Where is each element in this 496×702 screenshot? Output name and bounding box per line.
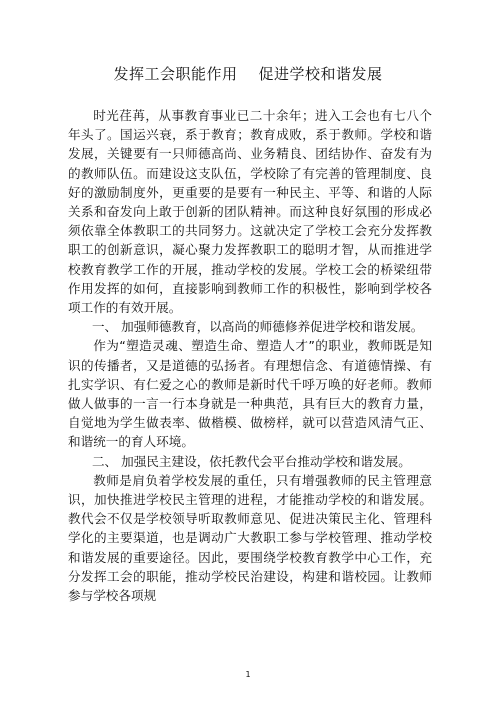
section-heading-2: 二、 加强民主建设，依托教代会平台推动学校和谐发展。 xyxy=(91,453,411,469)
section-2-paragraph: 教师是肩负着学校发展的重任，只有增强教师的民主管理意识，加快推进学校民主管理的进程，才能推动学校的和谐发展。教代会不仅是学校领导听取教师意见、促进决策民主化、管理科学化的主要渠道，也是调动广大教职工参与学校管理、推动学校和谐发展的重要途径。因此，要围绕学校教育教学中心工作，充分发挥工会的职能，推动学校民治建设，构建和谐校园。让教师参与学校各项规 xyxy=(68,472,432,604)
section-1-paragraph: 作为“塑造灵魂、塑造生命、塑造人才”的职业，教师既是知识的传播者，又是道德的弘扬者。有理想信念、有道德情操、有扎实学识、有仁爱之心的教师是新时代千呼万唤的好老师。教师做人做事的一言一行本身就是一种典范，具有巨大的教育力量，自觉地为学生做表率、做楷模、做榜样，就可以营造风清气正、和谐统一的育人环境。 xyxy=(68,338,432,450)
page-number: 1 xyxy=(245,670,251,679)
section-heading-1: 一、 加强师德教育，以高尚的师德修养促进学校和谐发展。 xyxy=(91,319,424,335)
intro-paragraph: 时光荏苒，从事教育事业已二十余年；进入工会也有七八个年头了。国运兴衰，系于教育；教育成败，系于教师。学校和谐发展，关键要有一只师德高尚、业务精良、团结协作、奋发有为的教师队伍。而建设这支队伍，学校除了有完善的管理制度、良好的激励制度外，更重要的是要有一种民主、平等、和谐的人际关系和奋发向上敢于创新的团队精神。而这种良好氛围的形成必须依靠全体教职工的共同努力。这就决定了学校工会充分发挥教职工的创新意识，凝心聚力发挥教职工的聪明才智，从而推进学校教育教学工作的开展，推动学校的发展。学校工会的桥梁纽带作用发挥的如何，直接影响到教师工作的积极性，影响到学校各项工作的有效开展。 xyxy=(68,108,432,316)
document-title: 发挥工会职能作用 促进学校和谐发展 xyxy=(113,65,383,83)
document-body xyxy=(68,106,432,605)
